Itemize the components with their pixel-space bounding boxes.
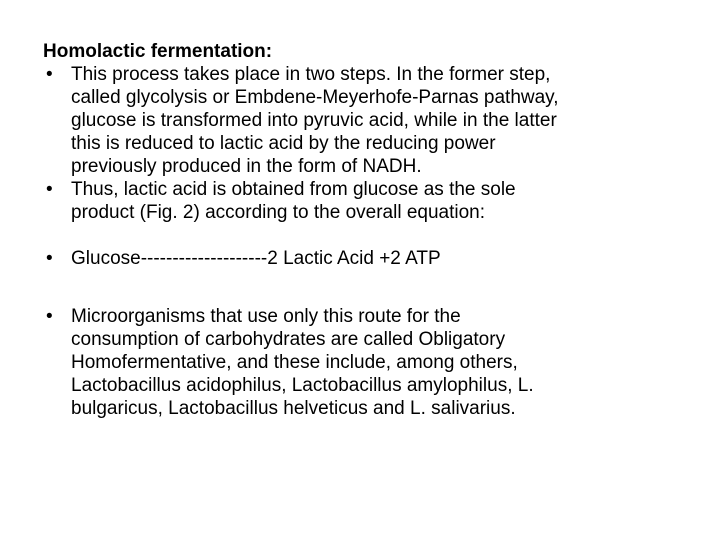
bullet-item <box>43 305 683 420</box>
bullet-line: glucose is transformed into pyruvic acid, while in the latter <box>71 110 557 131</box>
bullet-item <box>43 178 683 224</box>
bullet-item-equation <box>43 247 683 270</box>
bullet-icon: • <box>46 306 53 327</box>
bullet-line: bulgaricus, Lactobacillus helveticus and L. salivarius. <box>71 398 516 419</box>
slide-title: Homolactic fermentation: <box>43 41 273 62</box>
bullet-line: Lactobacillus acidophilus, Lactobacillus amylophilus, L. <box>71 375 534 396</box>
bullet-item <box>43 63 683 178</box>
bullet-line: product (Fig. 2) according to the overall equation: <box>71 202 486 223</box>
bullet-icon: • <box>46 64 53 85</box>
bullet-line: Homofermentative, and these include, among others, <box>71 352 518 373</box>
bullet-line: called glycolysis or Embdene-Meyerhofe-Parnas pathway, <box>71 87 559 108</box>
bullet-list <box>43 63 683 420</box>
bullet-line: This process takes place in two steps. In the former step, <box>71 64 551 85</box>
bullet-line: previously produced in the form of NADH. <box>71 156 422 177</box>
bullet-icon: • <box>46 179 53 200</box>
slide-content <box>43 40 683 420</box>
bullet-line: consumption of carbohydrates are called Obligatory <box>71 329 506 350</box>
bullet-line: Thus, lactic acid is obtained from glucose as the sole <box>71 179 516 200</box>
equation-line: Glucose--------------------2 Lactic Acid +2 ATP <box>71 248 441 269</box>
bullet-line: this is reduced to lactic acid by the reducing power <box>71 133 496 154</box>
bullet-line: Microorganisms that use only this route for the <box>71 306 461 327</box>
bullet-icon: • <box>46 248 53 269</box>
